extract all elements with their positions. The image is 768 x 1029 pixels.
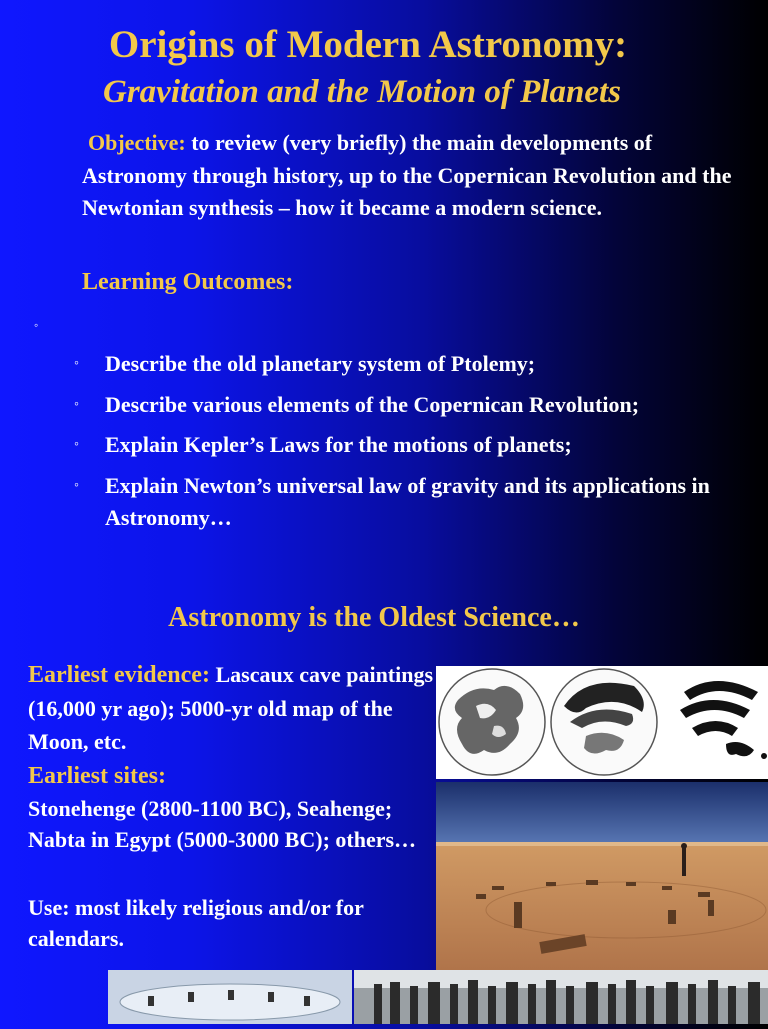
moon-drawings	[436, 666, 768, 779]
sites-heading: Earliest sites:	[28, 763, 166, 789]
outcome-text: Explain Newton’s universal law of gravity and its applications in Astronomy…	[105, 472, 710, 530]
moon-map-image	[436, 666, 768, 779]
nabta-desert-photo	[436, 782, 768, 970]
objective-label: Objective:	[88, 130, 186, 155]
snow-circle-scene	[108, 970, 352, 1024]
circle-bullet-icon: ◦	[74, 477, 79, 493]
circle-bullet-icon: ◦	[74, 356, 79, 371]
stray-bullet-icon: ◦	[34, 318, 39, 332]
sites-text: Stonehenge (2800-1100 BC), Seahenge; Nabta in Egypt (5000-3000 BC); others…	[28, 796, 417, 852]
list-item	[74, 348, 734, 381]
slide-title: Origins of Modern Astronomy:	[108, 23, 628, 66]
seahenge-scene	[354, 970, 768, 1024]
desert-scene	[436, 782, 768, 970]
outcome-text: Explain Kepler’s Laws for the motions of planets;	[105, 432, 572, 457]
list-item	[74, 429, 734, 462]
stonehenge-snow-photo	[108, 970, 352, 1024]
circle-bullet-icon: ◦	[74, 437, 79, 452]
outcome-text: Describe various elements of the Copernican Revolution;	[105, 391, 640, 417]
evidence-paragraph	[28, 658, 438, 758]
slide-subtitle: Gravitation and the Motion of Planets	[103, 74, 621, 110]
seahenge-photo	[354, 970, 768, 1024]
outcome-text: Describe the old planetary system of Ptolemy;	[105, 351, 536, 376]
objective-text: to review (very briefly) the main developments of Astronomy through history, up to the Copernican Revolution and the Newtonian synthesis – how it became a modern science.	[82, 130, 732, 220]
section-heading: Astronomy is the Oldest Science…	[168, 602, 580, 633]
evidence-text: Lascaux cave paintings (16,000 yr ago); 5000-yr old map of the Moon, etc.	[28, 662, 434, 754]
learning-outcomes-heading: Learning Outcomes:	[82, 269, 294, 295]
objective-paragraph	[82, 127, 742, 225]
circle-bullet-icon: ◦	[74, 396, 79, 412]
learning-outcomes-list	[74, 348, 734, 543]
list-item	[74, 470, 734, 535]
list-item	[74, 389, 734, 422]
evidence-label: Earliest evidence:	[28, 662, 210, 688]
use-text: Use: most likely religious and/or for calendars.	[28, 895, 364, 951]
